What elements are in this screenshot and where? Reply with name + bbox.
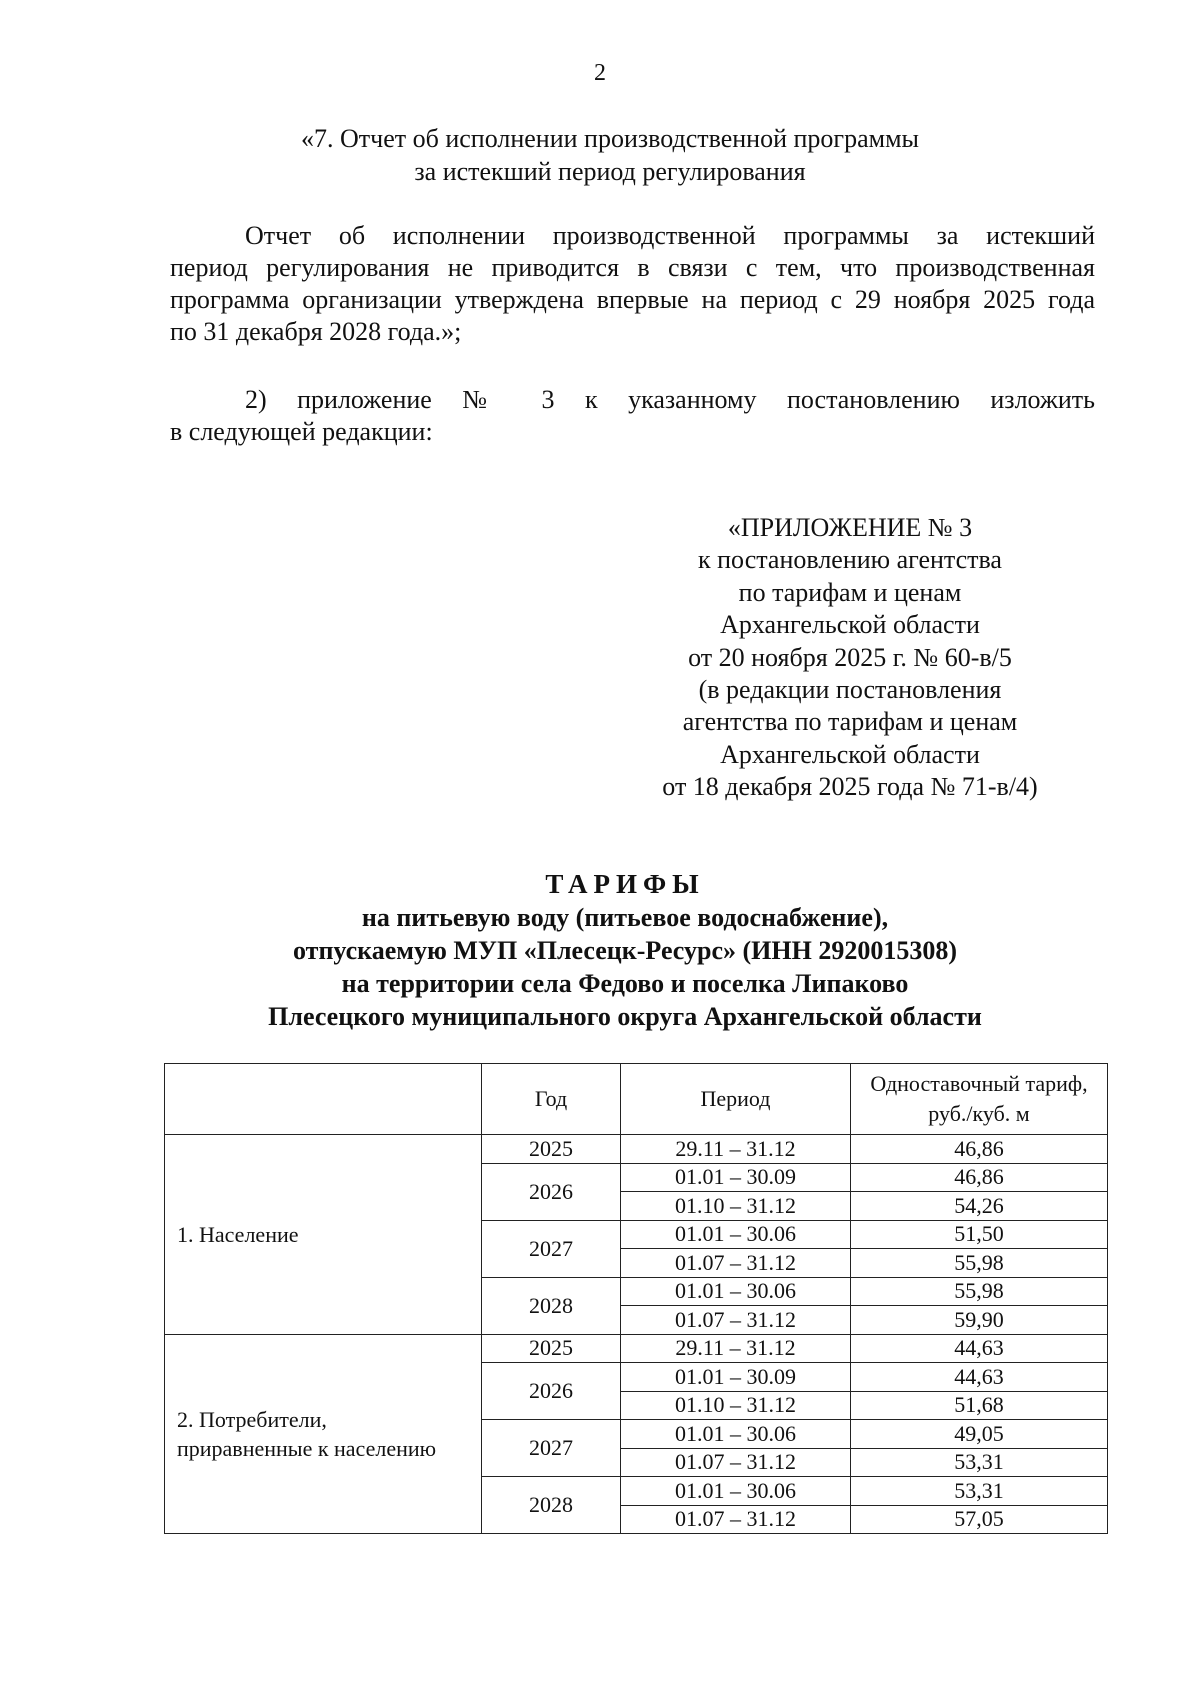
- year-cell: 2025: [482, 1334, 621, 1363]
- tariffs-table: [164, 1063, 1108, 1534]
- tariff-cell: 53,31: [851, 1477, 1108, 1506]
- tariff-cell: 51,68: [851, 1391, 1108, 1420]
- header-period: Период: [621, 1064, 851, 1135]
- appendix-line: Архангельской области: [720, 739, 980, 769]
- appendix-line: агентства по тарифам и ценам: [682, 707, 1018, 737]
- year-cell: 2027: [482, 1220, 621, 1277]
- section-heading-line: за истекший период регулирования: [414, 157, 806, 186]
- year-cell: 2025: [482, 1135, 621, 1164]
- title-line: на питьевую воду (питьевое водоснабжение),: [361, 903, 889, 932]
- tariff-cell: 46,86: [851, 1163, 1108, 1192]
- header-empty: [165, 1064, 482, 1135]
- year-cell: 2028: [482, 1477, 621, 1534]
- period-cell: 01.07 – 31.12: [621, 1306, 851, 1335]
- tariff-cell: 55,98: [851, 1277, 1108, 1306]
- appendix-line: от 20 ноября 2025 г. № 60-в/5: [688, 642, 1012, 672]
- consumer-group-label: 2. Потребители,: [177, 1406, 327, 1432]
- report-paragraph: [170, 220, 1095, 348]
- consumer-group-cell: [165, 1135, 482, 1335]
- tariffs-title: [150, 868, 1100, 1033]
- period-cell: 01.01 – 30.09: [621, 1163, 851, 1192]
- table-body: [165, 1135, 1108, 1534]
- year-cell: 2026: [482, 1163, 621, 1220]
- period-cell: 01.01 – 30.06: [621, 1220, 851, 1249]
- tariff-cell: 53,31: [851, 1448, 1108, 1477]
- period-cell: 01.01 – 30.09: [621, 1363, 851, 1392]
- tariff-cell: 54,26: [851, 1192, 1108, 1221]
- year-cell: 2026: [482, 1363, 621, 1420]
- header-tariff: [851, 1064, 1108, 1135]
- period-cell: 29.11 – 31.12: [621, 1334, 851, 1363]
- appendix-line: от 18 декабря 2025 года № 71-в/4): [662, 772, 1038, 802]
- consumer-group-cell: [165, 1334, 482, 1534]
- amendment-paragraph: [170, 384, 1095, 448]
- year-cell: 2028: [482, 1277, 621, 1334]
- period-cell: 01.01 – 30.06: [621, 1420, 851, 1449]
- tariff-cell: 59,90: [851, 1306, 1108, 1335]
- appendix-line: «ПРИЛОЖЕНИЕ № 3: [727, 513, 973, 542]
- tariff-cell: 57,05: [851, 1505, 1108, 1534]
- consumer-group-label: 1. Население: [177, 1221, 299, 1247]
- appendix-line: Архангельской области: [720, 610, 980, 640]
- title-line: отпускаемую МУП «Плесецк-Ресурс» (ИНН 2920015308): [293, 936, 957, 965]
- table-row: [165, 1135, 1108, 1164]
- period-cell: 01.07 – 31.12: [621, 1505, 851, 1534]
- header-tariff-line: Одноставочный тариф,: [870, 1071, 1088, 1096]
- period-cell: 29.11 – 31.12: [621, 1135, 851, 1164]
- title-main: ТАРИФЫ: [545, 869, 705, 899]
- paragraph-line: период регулирования не приводится в связи с тем, что производственная: [170, 253, 1095, 282]
- paragraph-line: 2) приложение № 3 к указанному постановлению изложить: [245, 385, 1095, 414]
- tariff-cell: 55,98: [851, 1249, 1108, 1278]
- section-heading: [200, 122, 1020, 188]
- consumer-group-label: приравненные к населению: [177, 1435, 437, 1461]
- tariff-cell: 44,63: [851, 1334, 1108, 1363]
- tariff-cell: 46,86: [851, 1135, 1108, 1164]
- tariff-cell: 51,50: [851, 1220, 1108, 1249]
- period-cell: 01.10 – 31.12: [621, 1391, 851, 1420]
- section-heading-line: «7. Отчет об исполнении производственной программы: [300, 124, 920, 153]
- period-cell: 01.01 – 30.06: [621, 1477, 851, 1506]
- paragraph-line: Отчет об исполнении производственной программы за истекший: [245, 221, 1095, 250]
- tariff-cell: 44,63: [851, 1363, 1108, 1392]
- tariff-cell: 49,05: [851, 1420, 1108, 1449]
- appendix-block: [620, 512, 1080, 804]
- period-cell: 01.10 – 31.12: [621, 1192, 851, 1221]
- paragraph-line: в следующей редакции:: [170, 417, 433, 446]
- appendix-line: к постановлению агентства: [698, 545, 1002, 575]
- period-cell: 01.07 – 31.12: [621, 1249, 851, 1278]
- header-tariff-line: руб./куб. м: [928, 1101, 1030, 1126]
- title-line: Плесецкого муниципального округа Архангельской области: [268, 1002, 982, 1031]
- title-line: на территории села Федово и поселка Липаково: [341, 969, 909, 998]
- page-number: 2: [594, 60, 606, 86]
- appendix-line: по тарифам и ценам: [738, 577, 962, 607]
- paragraph-line: программа организации утверждена впервые на период с 29 ноября 2025 года: [170, 285, 1095, 314]
- period-cell: 01.01 – 30.06: [621, 1277, 851, 1306]
- appendix-line: (в редакции постановления: [698, 675, 1002, 705]
- paragraph-line: по 31 декабря 2028 года.»;: [170, 317, 462, 346]
- table-row: [165, 1334, 1108, 1363]
- header-year: Год: [482, 1064, 621, 1135]
- table-header-row: [165, 1064, 1108, 1135]
- year-cell: 2027: [482, 1420, 621, 1477]
- period-cell: 01.07 – 31.12: [621, 1448, 851, 1477]
